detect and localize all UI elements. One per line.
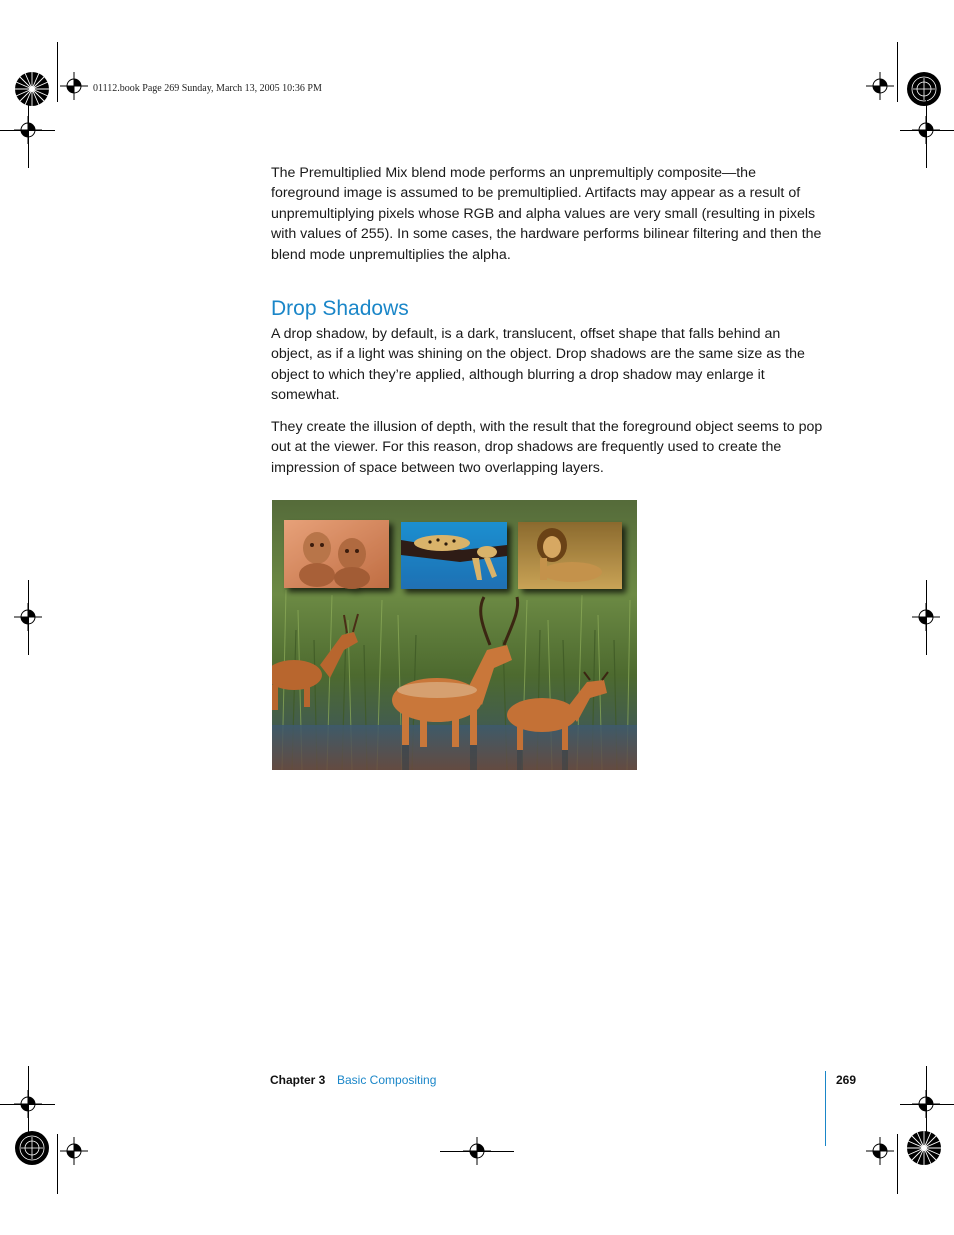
crop-line [900,130,954,131]
crop-line [897,1134,898,1194]
section-heading: Drop Shadows [271,297,409,320]
crop-line [28,1066,29,1134]
crop-line [926,580,927,655]
crop-line [926,1066,927,1134]
crop-line [57,1134,58,1194]
footer-chapter-label: Chapter 3 [270,1073,326,1087]
registration-wheel-bottom-left [13,1129,51,1167]
crop-line [57,42,58,102]
crosshair-top-left-inner [60,72,88,100]
registration-wheel-bottom-right [905,1129,943,1167]
crop-line [0,1104,55,1105]
registration-wheel-top-left [13,70,51,108]
crop-line [897,42,898,102]
crosshair-top-right-inner [866,72,894,100]
footer-chapter-title: Basic Compositing [337,1073,437,1087]
crop-line [900,1104,954,1105]
crop-line [28,100,29,168]
registration-wheel-top-right [905,70,943,108]
paragraph-premultiplied-mix: The Premultiplied Mix blend mode performs an unpremultiply composite—the foreground image is assumed to be premultiplied. Artifacts may appear as a result of unpremultiplying pixels whose RGB and alpha values are very small (resulting in pixels with values of 255). In some cases, the hardware performs bilinear filtering and then the blend mode unpremultiplies the alpha. [271,165,822,263]
crosshair-bottom-left-inner [60,1137,88,1165]
drop-shadow-example-image [272,500,637,770]
print-slug: 01112.book Page 269 Sunday, March 13, 2005 10:36 PM [93,83,322,94]
crop-line [926,100,927,168]
footer-divider [825,1071,826,1146]
crosshair-bottom-right-inner [866,1137,894,1165]
crop-line [28,580,29,655]
crop-line [440,1151,514,1152]
paragraph-drop-shadow-definition: A drop shadow, by default, is a dark, translucent, offset shape that falls behind an object, as if a light was shining on the object. Drop shadows are the same size as the object to which they’re applied, although blurring a drop shadow may enlarge it somewhat. [271,326,805,404]
page-number: 269 [836,1073,857,1087]
paragraph-illusion-of-depth: They create the illusion of depth, with the result that the foreground object seems to pop out at the viewer. For this reason, drop shadows are frequently used to create the impression of space between two overlapping layers. [271,419,823,476]
